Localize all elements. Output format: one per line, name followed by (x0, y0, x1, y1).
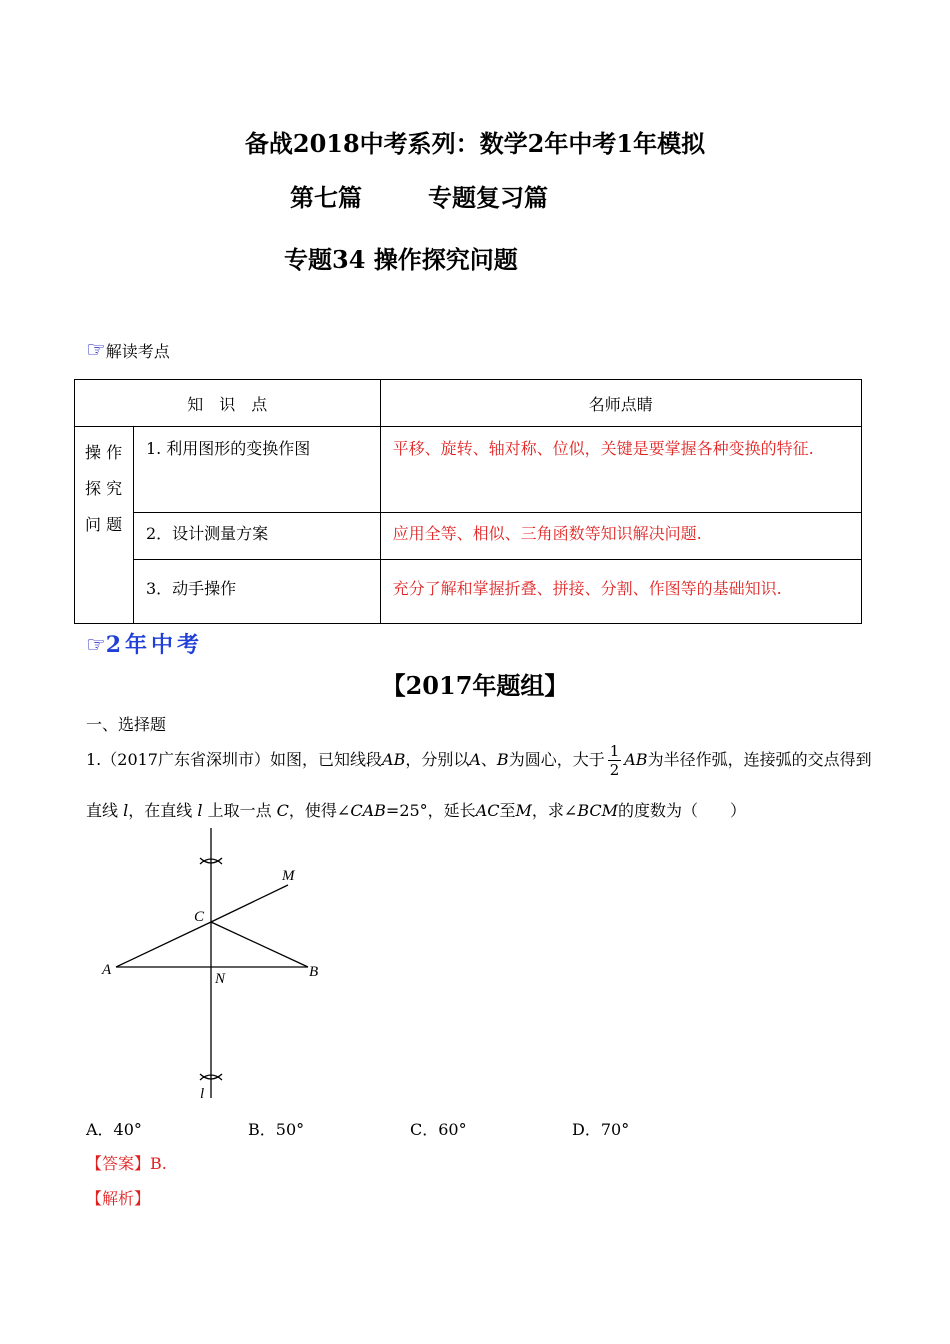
segment-ac-shape (116, 922, 211, 967)
question-text: ，求∠ (531, 801, 578, 820)
question-text: 如图，已知线段 (270, 750, 383, 769)
figure-label: N (215, 971, 226, 987)
segment-ab: AB (624, 750, 648, 769)
point-b: B (496, 750, 509, 769)
question-line-1 (86, 738, 872, 782)
table-row-note: 应用全等、相似、三角函数等知识解决问题. (380, 513, 861, 560)
question-text: 为圆心，大于 (508, 750, 605, 769)
knowledge-table (74, 379, 862, 624)
table-row-item: 1. 利用图形的变换作图 (133, 427, 380, 513)
category-line: 问 题 (85, 515, 123, 534)
point-a: A (469, 750, 481, 769)
chapter-number: 第七篇 (290, 183, 362, 212)
table-header-tips: 名师点睛 (380, 380, 861, 427)
chapter-name: 专题复习篇 (428, 183, 548, 212)
figure-label: B (309, 964, 319, 980)
group-title: 【2017年题组】 (381, 671, 569, 700)
fraction-half (608, 742, 622, 779)
question-text: 为半径作弧，连接弧的交点得到 (647, 750, 872, 769)
angle-cab: CAB (350, 801, 386, 820)
line-l: l (197, 801, 203, 820)
question-text: =25°，延长 (385, 801, 476, 820)
analysis-label: 【解析】 (86, 1189, 151, 1208)
table-header-knowledge: 知 识 点 (75, 380, 381, 427)
section-reading-points (86, 338, 170, 363)
section-two-year-exams (86, 628, 203, 659)
line-l: l (123, 801, 129, 820)
category-cell (75, 427, 134, 624)
category-line: 探 究 (85, 479, 123, 498)
fraction-numerator: 1 (609, 742, 620, 760)
option-b: B．50° (248, 1120, 305, 1139)
figure-label: l (200, 1086, 205, 1102)
question-text: ，分别以 (405, 750, 470, 769)
table-row-note: 充分了解和掌握折叠、拼接、分割、作图等的基础知识. (380, 560, 861, 624)
section-two-year-exams-label: 2年中考 (105, 632, 204, 658)
point-m: M (515, 801, 532, 820)
question-line-2 (86, 800, 746, 822)
question-text: 至 (499, 801, 516, 820)
point-c: C (276, 801, 289, 820)
option-c: C．60° (410, 1120, 467, 1139)
fraction-denominator: 2 (609, 761, 620, 779)
question-text: ，在直线 (128, 801, 193, 820)
segment-cb-shape (211, 922, 308, 967)
table-row-item: 3．动手操作 (133, 560, 380, 624)
question-text: ，使得∠ (288, 801, 351, 820)
chapter-title (290, 178, 548, 213)
option-a: A．40° (86, 1120, 142, 1139)
category-line: 操 作 (85, 443, 123, 462)
question-text: 直线 (86, 801, 119, 820)
answer: 【答案】B. (86, 1154, 167, 1173)
question-text: 的度数为（ ） (618, 801, 747, 820)
angle-bcm: BCM (577, 801, 618, 820)
option-d: D．70° (572, 1120, 630, 1139)
segment-ab: AB (382, 750, 406, 769)
segment-ac: AC (475, 801, 500, 820)
pointing-hand-icon: ☞ (86, 338, 106, 363)
section-reading-points-label: 解读考点 (105, 342, 170, 361)
question-source: （2017广东省深圳市） (101, 750, 270, 769)
figure-label: A (102, 962, 112, 978)
pointing-hand-icon: ☞ (86, 633, 106, 658)
part-label: 一、选择题 (86, 715, 167, 734)
question-number: 1. (86, 750, 102, 769)
figure-label: M (282, 868, 295, 884)
ray-cm-shape (211, 885, 288, 922)
geometry-figure (96, 828, 346, 1108)
figure-label: C (194, 909, 205, 925)
question-text: 、 (480, 750, 497, 769)
question-text: 上取一点 (207, 801, 272, 820)
topic-title: 专题34 操作探究问题 (284, 245, 518, 274)
table-row-note: 平移、旋转、轴对称、位似，关键是要掌握各种变换的特征. (380, 427, 861, 513)
document-title: 备战2018中考系列：数学2年中考1年模拟 (244, 129, 706, 158)
table-row-item: 2．设计测量方案 (133, 513, 380, 560)
